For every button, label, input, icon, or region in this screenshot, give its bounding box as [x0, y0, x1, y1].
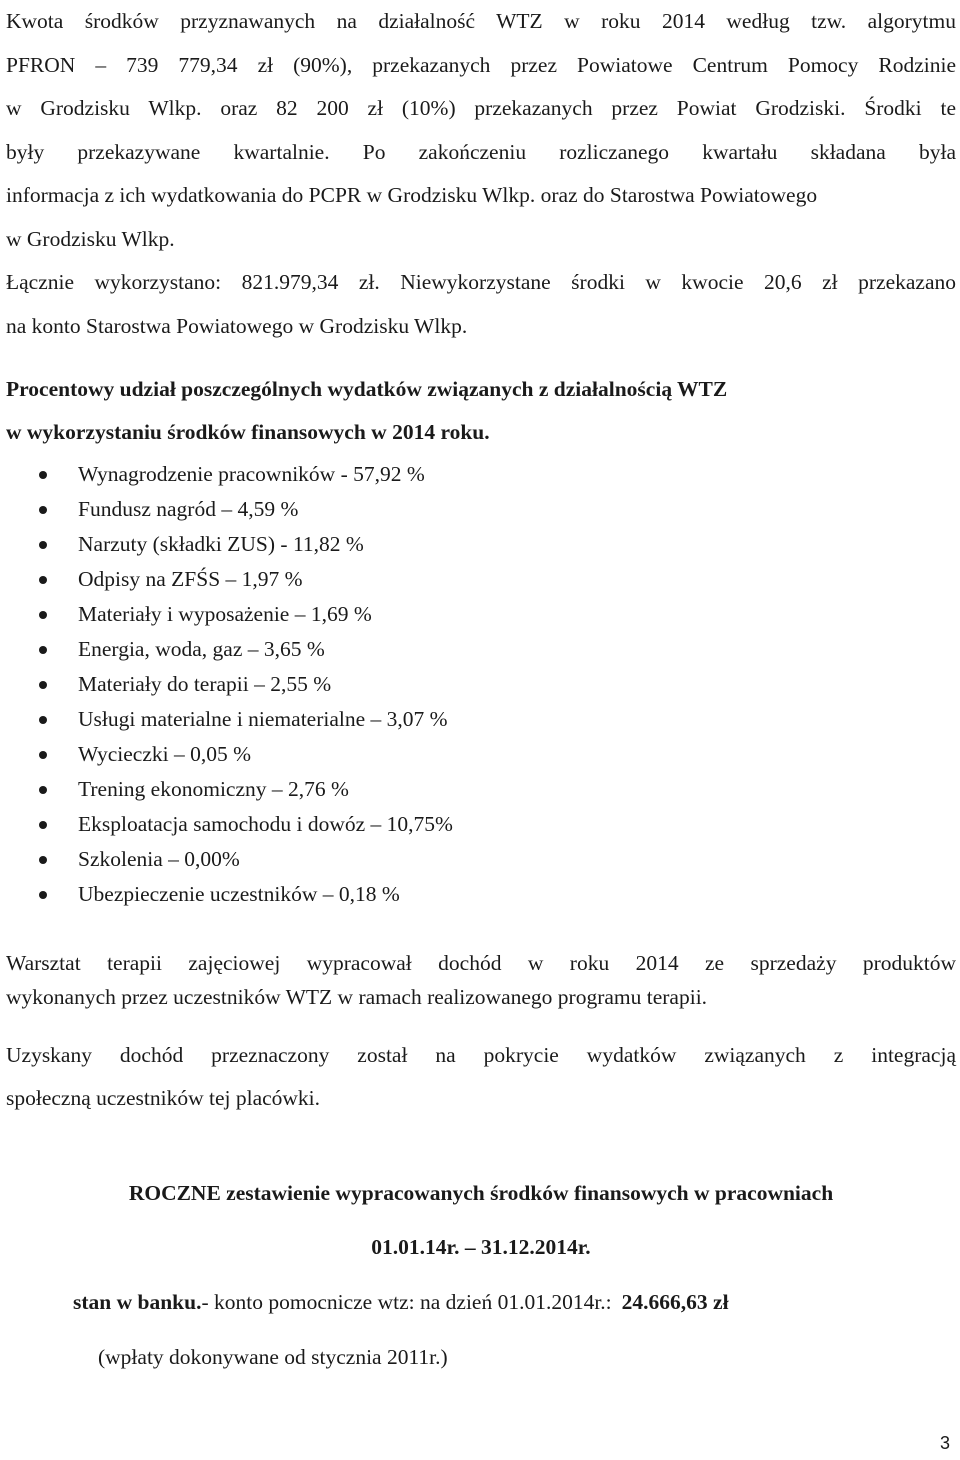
deposit-note: (wpłaty dokonywane od stycznia 2011r.)	[98, 1345, 448, 1369]
document-page	[6, 0, 956, 1460]
bullet-icon	[39, 716, 47, 724]
intro-line: w Grodzisku Wlkp.	[6, 226, 175, 251]
list-item-text: Fundusz nagród – 4,59 %	[78, 497, 299, 521]
intro-line: informacja z ich wydatkowania do PCPR w Grodzisku Wlkp. oraz do Starostwa Powiatowego	[6, 183, 818, 207]
list-item	[6, 772, 906, 807]
list-item-text: Eksploatacja samochodu i dowóz – 10,75%	[78, 812, 453, 836]
list-item	[6, 737, 906, 772]
bullet-icon	[39, 506, 47, 514]
list-item	[6, 702, 906, 737]
expense-list	[6, 457, 906, 912]
list-item	[6, 527, 906, 562]
intro-line: były przekazywane kwartalnie. Po zakończeniu rozliczanego kwartału składana była	[6, 139, 956, 164]
list-item-text: Szkolenia – 0,00%	[78, 847, 240, 871]
bullet-icon	[39, 611, 47, 619]
bullet-icon	[39, 646, 47, 654]
income-line: wykonanych przez uczestników WTZ w ramach realizowanego programu terapii.	[6, 985, 708, 1009]
list-item	[6, 457, 906, 492]
list-item	[6, 492, 906, 527]
bullet-icon	[39, 786, 47, 794]
heading-line: w wykorzystaniu środków finansowych w 2014 roku.	[6, 420, 490, 444]
intro-line: w Grodzisku Wlkp. oraz 82 200 zł (10%) przekazanych przez Powiat Grodziski. Środki te	[6, 96, 956, 120]
list-item-text: Ubezpieczenie uczestników – 0,18 %	[78, 882, 400, 906]
purpose-line: Uzyskany dochód przeznaczony został na pokrycie wydatków związanych z integracją	[6, 1043, 956, 1067]
list-item	[6, 562, 906, 597]
list-item-text: Usługi materialne i niematerialne – 3,07 %	[78, 707, 448, 731]
list-item	[6, 632, 906, 667]
bullet-icon	[39, 856, 47, 864]
list-item	[6, 877, 906, 912]
intro-line: PFRON – 739 779,34 zł (90%), przekazanych przez Powiatowe Centrum Pomocy Rodzinie	[6, 52, 956, 77]
bullet-icon	[39, 821, 47, 829]
bank-balance-text: - konto pomocnicze wtz: na dzień 01.01.2014r.:	[201, 1290, 612, 1314]
annual-summary-title: ROCZNE zestawienie wypracowanych środków finansowych w pracowniach	[128, 1181, 834, 1205]
intro-line: na konto Starostwa Powiatowego w Grodzisku Wlkp.	[6, 313, 468, 338]
annual-summary-dates: 01.01.14r. – 31.12.2014r.	[371, 1235, 591, 1259]
bullet-icon	[39, 541, 47, 549]
purpose-line: społeczną uczestników tej placówki.	[6, 1086, 321, 1110]
income-line: Warsztat terapii zajęciowej wypracował dochód w roku 2014 ze sprzedaży produktów	[6, 951, 956, 975]
list-item-text: Materiały do terapii – 2,55 %	[78, 672, 332, 696]
intro-paragraph	[6, 0, 956, 348]
bank-balance-label: stan w banku.	[73, 1290, 202, 1314]
section-heading	[6, 368, 956, 454]
bullet-icon	[39, 576, 47, 584]
intro-line: Kwota środków przyznawanych na działalność WTZ w roku 2014 według tzw. algorytmu	[6, 9, 956, 33]
list-item	[6, 842, 906, 877]
list-item-text: Odpisy na ZFŚS – 1,97 %	[78, 567, 303, 591]
list-item-text: Narzuty (składki ZUS) - 11,82 %	[78, 532, 364, 556]
list-item-text: Materiały i wyposażenie – 1,69 %	[78, 602, 372, 626]
income-paragraph	[6, 946, 956, 1014]
list-item-text: Wynagrodzenie pracowników - 57,92 %	[78, 462, 425, 486]
bank-balance-amount: 24.666,63 zł	[621, 1290, 729, 1314]
bullet-icon	[39, 891, 47, 899]
bullet-icon	[39, 471, 47, 479]
list-item-text: Trening ekonomiczny – 2,76 %	[78, 777, 349, 801]
list-item	[6, 667, 906, 702]
list-item-text: Wycieczki – 0,05 %	[78, 742, 252, 766]
bullet-icon	[39, 681, 47, 689]
list-item	[6, 807, 906, 842]
heading-line: Procentowy udział poszczególnych wydatków związanych z działalnością WTZ	[6, 377, 728, 401]
purpose-paragraph	[6, 1034, 956, 1120]
list-item-text: Energia, woda, gaz – 3,65 %	[78, 637, 325, 661]
list-item	[6, 597, 906, 632]
page-number: 3	[939, 1433, 950, 1453]
intro-line: Łącznie wykorzystano: 821.979,34 zł. Niewykorzystane środki w kwocie 20,6 zł przekazano	[6, 270, 956, 294]
bank-balance-line	[73, 1281, 729, 1324]
bullet-icon	[39, 751, 47, 759]
